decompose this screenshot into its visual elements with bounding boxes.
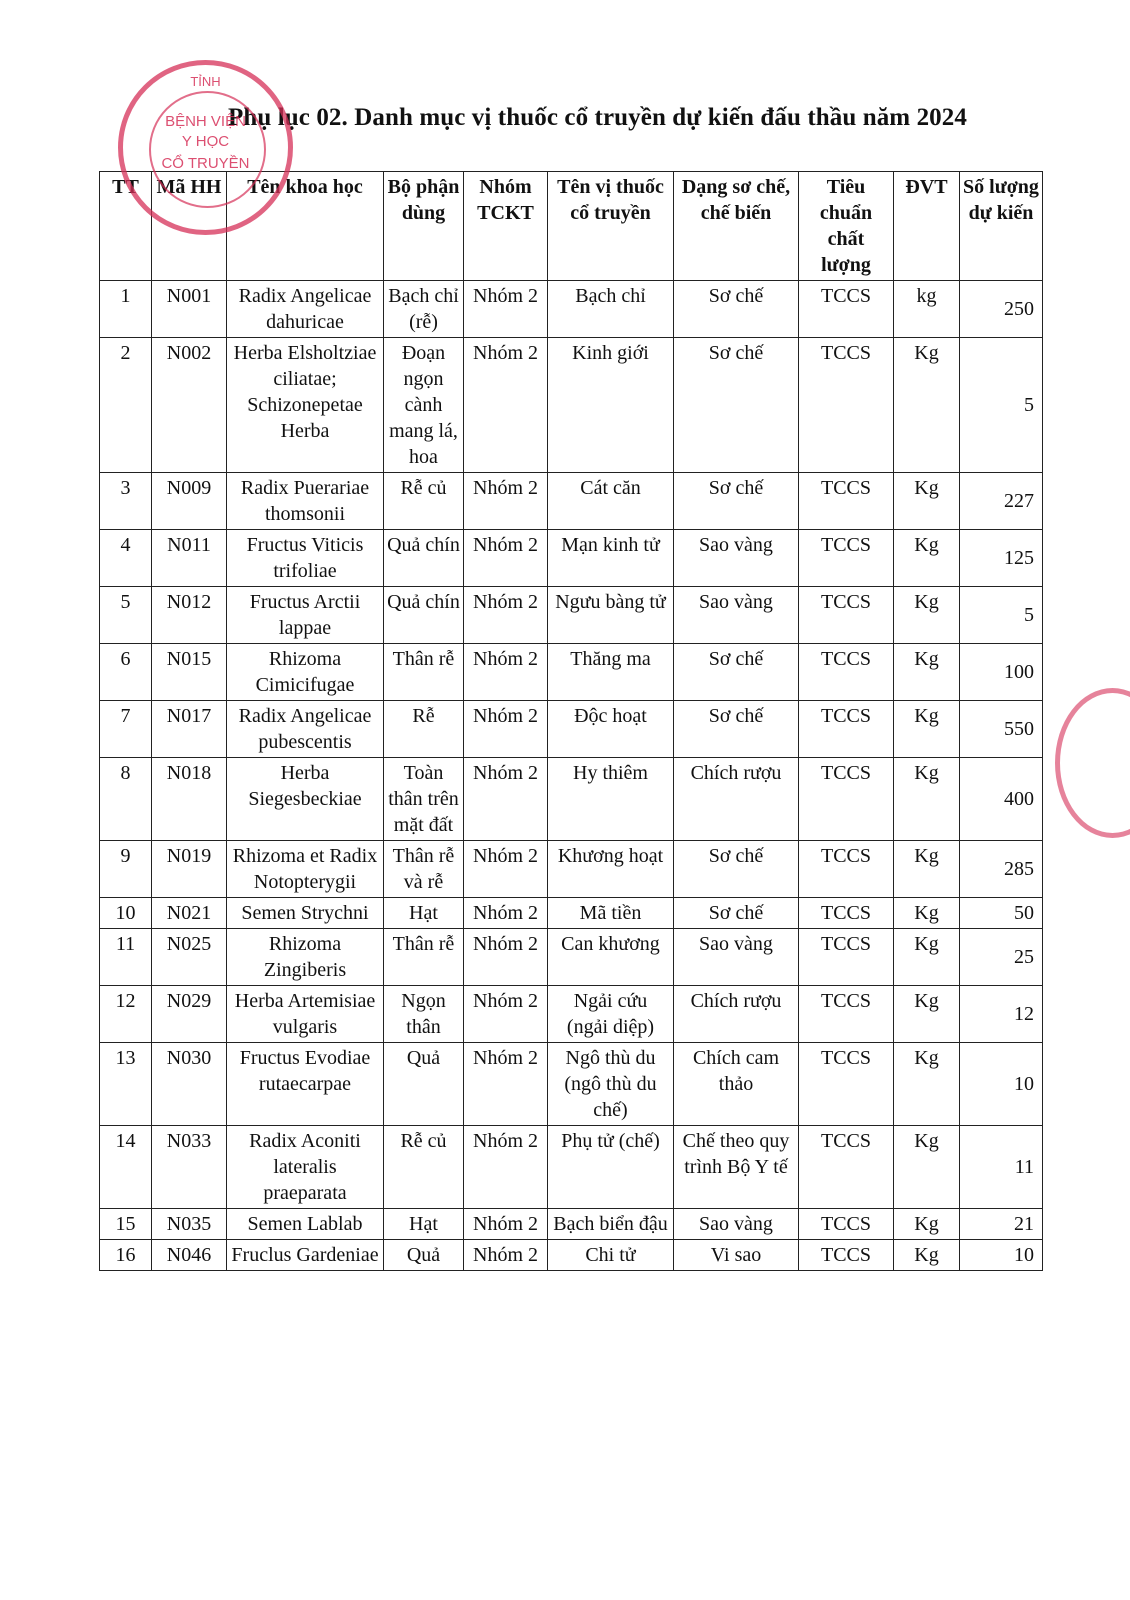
cell-dang-che-bien: Chích rượu — [674, 986, 799, 1043]
cell-dvt: kg — [894, 281, 960, 338]
cell-tieu-chuan: TCCS — [799, 1043, 894, 1126]
table-row — [100, 701, 1043, 758]
cell-ten-vi-thuoc: Ngô thù du (ngô thù du chế) — [548, 1043, 674, 1126]
table-row — [100, 898, 1043, 929]
cell-dang-che-bien: Sơ chế — [674, 473, 799, 530]
cell-dang-che-bien: Chích cam thảo — [674, 1043, 799, 1126]
cell-bo-phan-dung: Thân rễ và rễ — [384, 841, 464, 898]
cell-tieu-chuan: TCCS — [799, 281, 894, 338]
cell-so-luong: 25 — [960, 929, 1043, 986]
cell-nhom-tckt: Nhóm 2 — [464, 473, 548, 530]
cell-nhom-tckt: Nhóm 2 — [464, 929, 548, 986]
table-row — [100, 1240, 1043, 1271]
page-title: Phụ lục 02. Danh mục vị thuốc cổ truyền dự kiến đấu thầu năm 2024 — [228, 104, 967, 131]
cell-ten-khoa-hoc: Radix Puerariae thomsonii — [227, 473, 384, 530]
cell-nhom-tckt: Nhóm 2 — [464, 986, 548, 1043]
cell-dvt: Kg — [894, 473, 960, 530]
header-tt: TT — [100, 172, 152, 281]
cell-tieu-chuan: TCCS — [799, 644, 894, 701]
cell-tt: 8 — [100, 758, 152, 841]
cell-so-luong: 285 — [960, 841, 1043, 898]
cell-ten-vi-thuoc: Ngưu bàng tử — [548, 587, 674, 644]
cell-ten-vi-thuoc: Độc hoạt — [548, 701, 674, 758]
stamp-text-line4: CỔ TRUYỀN — [161, 155, 250, 172]
stamp-text-line2: BỆNH VIỆN — [165, 113, 246, 130]
cell-ten-vi-thuoc: Khương hoạt — [548, 841, 674, 898]
cell-dang-che-bien: Sao vàng — [674, 1209, 799, 1240]
cell-so-luong: 50 — [960, 898, 1043, 929]
cell-bo-phan-dung: Quả chín — [384, 587, 464, 644]
table-row — [100, 644, 1043, 701]
cell-ma-hh: N018 — [152, 758, 227, 841]
cell-nhom-tckt: Nhóm 2 — [464, 644, 548, 701]
cell-ten-vi-thuoc: Kinh giới — [548, 338, 674, 473]
cell-nhom-tckt: Nhóm 2 — [464, 1126, 548, 1209]
cell-ma-hh: N035 — [152, 1209, 227, 1240]
cell-nhom-tckt: Nhóm 2 — [464, 281, 548, 338]
cell-so-luong: 5 — [960, 338, 1043, 473]
cell-tt: 15 — [100, 1209, 152, 1240]
cell-so-luong: 400 — [960, 758, 1043, 841]
header-tieu-chuan: Tiêu chuẩn chất lượng — [799, 172, 894, 281]
cell-bo-phan-dung: Toàn thân trên mặt đất — [384, 758, 464, 841]
cell-ma-hh: N017 — [152, 701, 227, 758]
cell-nhom-tckt: Nhóm 2 — [464, 338, 548, 473]
cell-tieu-chuan: TCCS — [799, 338, 894, 473]
header-dvt: ĐVT — [894, 172, 960, 281]
cell-ten-vi-thuoc: Bạch chỉ — [548, 281, 674, 338]
cell-dvt: Kg — [894, 1126, 960, 1209]
header-row — [100, 172, 1043, 281]
cell-ten-vi-thuoc: Mã tiền — [548, 898, 674, 929]
cell-tt: 1 — [100, 281, 152, 338]
cell-ten-khoa-hoc: Radix Angelicae dahuricae — [227, 281, 384, 338]
cell-tt: 13 — [100, 1043, 152, 1126]
cell-tieu-chuan: TCCS — [799, 473, 894, 530]
cell-so-luong: 10 — [960, 1043, 1043, 1126]
stamp-text-top: TỈNH — [190, 74, 221, 89]
cell-tt: 16 — [100, 1240, 152, 1271]
cell-ten-vi-thuoc: Thăng ma — [548, 644, 674, 701]
cell-dvt: Kg — [894, 1240, 960, 1271]
cell-ma-hh: N019 — [152, 841, 227, 898]
cell-ten-khoa-hoc: Herba Siegesbeckiae — [227, 758, 384, 841]
stamp-text-line3: Y HỌC — [181, 133, 230, 150]
table-row — [100, 473, 1043, 530]
cell-ten-vi-thuoc: Chi tử — [548, 1240, 674, 1271]
cell-tieu-chuan: TCCS — [799, 758, 894, 841]
cell-bo-phan-dung: Thân rễ — [384, 929, 464, 986]
table-row — [100, 1126, 1043, 1209]
table-row — [100, 338, 1043, 473]
cell-dvt: Kg — [894, 758, 960, 841]
table-row — [100, 1043, 1043, 1126]
cell-ten-vi-thuoc: Cát căn — [548, 473, 674, 530]
cell-dvt: Kg — [894, 929, 960, 986]
cell-ten-khoa-hoc: Fruclus Gardeniae — [227, 1240, 384, 1271]
cell-ten-khoa-hoc: Rhizoma Zingiberis — [227, 929, 384, 986]
cell-bo-phan-dung: Quả — [384, 1240, 464, 1271]
cell-bo-phan-dung: Ngọn thân — [384, 986, 464, 1043]
cell-dvt: Kg — [894, 701, 960, 758]
cell-bo-phan-dung: Thân rễ — [384, 644, 464, 701]
cell-ten-vi-thuoc: Hy thiêm — [548, 758, 674, 841]
cell-tieu-chuan: TCCS — [799, 1209, 894, 1240]
header-nhom-tckt: Nhóm TCKT — [464, 172, 548, 281]
cell-nhom-tckt: Nhóm 2 — [464, 1043, 548, 1126]
cell-nhom-tckt: Nhóm 2 — [464, 701, 548, 758]
cell-bo-phan-dung: Quả chín — [384, 530, 464, 587]
cell-ma-hh: N025 — [152, 929, 227, 986]
cell-so-luong: 11 — [960, 1126, 1043, 1209]
cell-bo-phan-dung: Quả — [384, 1043, 464, 1126]
cell-bo-phan-dung: Đoạn ngọn cành mang lá, hoa — [384, 338, 464, 473]
cell-ma-hh: N011 — [152, 530, 227, 587]
cell-bo-phan-dung: Hạt — [384, 1209, 464, 1240]
cell-tt: 9 — [100, 841, 152, 898]
cell-tt: 6 — [100, 644, 152, 701]
cell-tt: 5 — [100, 587, 152, 644]
cell-dang-che-bien: Chế theo quy trình Bộ Y tế — [674, 1126, 799, 1209]
cell-dvt: Kg — [894, 644, 960, 701]
cell-nhom-tckt: Nhóm 2 — [464, 530, 548, 587]
table-row — [100, 986, 1043, 1043]
cell-dang-che-bien: Sơ chế — [674, 644, 799, 701]
table-body — [100, 281, 1043, 1271]
cell-bo-phan-dung: Hạt — [384, 898, 464, 929]
cell-bo-phan-dung: Rễ — [384, 701, 464, 758]
cell-ten-khoa-hoc: Radix Aconiti lateralis praeparata — [227, 1126, 384, 1209]
cell-tt: 7 — [100, 701, 152, 758]
table-row — [100, 281, 1043, 338]
cell-ten-vi-thuoc: Bạch biển đậu — [548, 1209, 674, 1240]
cell-dang-che-bien: Sao vàng — [674, 530, 799, 587]
cell-ten-khoa-hoc: Semen Lablab — [227, 1209, 384, 1240]
cell-tt: 10 — [100, 898, 152, 929]
cell-ma-hh: N002 — [152, 338, 227, 473]
cell-dang-che-bien: Sơ chế — [674, 338, 799, 473]
cell-ten-khoa-hoc: Fructus Arctii lappae — [227, 587, 384, 644]
cell-nhom-tckt: Nhóm 2 — [464, 1209, 548, 1240]
cell-tieu-chuan: TCCS — [799, 929, 894, 986]
cell-dvt: Kg — [894, 841, 960, 898]
cell-so-luong: 21 — [960, 1209, 1043, 1240]
cell-dang-che-bien: Sao vàng — [674, 929, 799, 986]
cell-so-luong: 250 — [960, 281, 1043, 338]
stamp-edge-partial — [1055, 688, 1130, 838]
table-row — [100, 758, 1043, 841]
cell-ten-vi-thuoc: Can khương — [548, 929, 674, 986]
cell-dvt: Kg — [894, 530, 960, 587]
cell-bo-phan-dung: Rễ củ — [384, 1126, 464, 1209]
cell-tieu-chuan: TCCS — [799, 898, 894, 929]
table-row — [100, 1209, 1043, 1240]
cell-tt: 4 — [100, 530, 152, 587]
cell-ma-hh: N001 — [152, 281, 227, 338]
cell-so-luong: 227 — [960, 473, 1043, 530]
cell-dang-che-bien: Sơ chế — [674, 898, 799, 929]
cell-tt: 3 — [100, 473, 152, 530]
cell-nhom-tckt: Nhóm 2 — [464, 587, 548, 644]
cell-nhom-tckt: Nhóm 2 — [464, 898, 548, 929]
cell-ma-hh: N029 — [152, 986, 227, 1043]
cell-so-luong: 10 — [960, 1240, 1043, 1271]
cell-ten-vi-thuoc: Ngải cứu (ngải diệp) — [548, 986, 674, 1043]
cell-ten-khoa-hoc: Semen Strychni — [227, 898, 384, 929]
cell-tieu-chuan: TCCS — [799, 701, 894, 758]
cell-dang-che-bien: Chích rượu — [674, 758, 799, 841]
cell-so-luong: 550 — [960, 701, 1043, 758]
table-header — [100, 172, 1043, 281]
cell-ten-khoa-hoc: Rhizoma et Radix Notopterygii — [227, 841, 384, 898]
cell-dvt: Kg — [894, 898, 960, 929]
cell-dvt: Kg — [894, 986, 960, 1043]
table-row — [100, 929, 1043, 986]
cell-dang-che-bien: Sơ chế — [674, 841, 799, 898]
cell-ten-khoa-hoc: Herba Artemisiae vulgaris — [227, 986, 384, 1043]
cell-dvt: Kg — [894, 1209, 960, 1240]
cell-tieu-chuan: TCCS — [799, 1240, 894, 1271]
cell-ten-khoa-hoc: Rhizoma Cimicifugae — [227, 644, 384, 701]
cell-dang-che-bien: Vi sao — [674, 1240, 799, 1271]
cell-nhom-tckt: Nhóm 2 — [464, 1240, 548, 1271]
cell-ma-hh: N046 — [152, 1240, 227, 1271]
cell-so-luong: 5 — [960, 587, 1043, 644]
header-dang-che-bien: Dạng sơ chế, chế biến — [674, 172, 799, 281]
drug-list-table — [99, 171, 1043, 1271]
header-so-luong: Số lượng dự kiến — [960, 172, 1043, 281]
cell-dang-che-bien: Sơ chế — [674, 701, 799, 758]
cell-bo-phan-dung: Bạch chỉ (rễ) — [384, 281, 464, 338]
cell-bo-phan-dung: Rễ củ — [384, 473, 464, 530]
cell-so-luong: 100 — [960, 644, 1043, 701]
cell-so-luong: 12 — [960, 986, 1043, 1043]
cell-ma-hh: N033 — [152, 1126, 227, 1209]
cell-ten-khoa-hoc: Fructus Evodiae rutaecarpae — [227, 1043, 384, 1126]
cell-tieu-chuan: TCCS — [799, 587, 894, 644]
cell-tt: 2 — [100, 338, 152, 473]
cell-dvt: Kg — [894, 1043, 960, 1126]
cell-ten-khoa-hoc: Herba Elsholtziae ciliatae; Schizonepetae Herba — [227, 338, 384, 473]
table-row — [100, 530, 1043, 587]
cell-tieu-chuan: TCCS — [799, 986, 894, 1043]
cell-ten-vi-thuoc: Mạn kinh tử — [548, 530, 674, 587]
header-ten-khoa-hoc: Tên khoa học — [227, 172, 384, 281]
header-bo-phan-dung: Bộ phận dùng — [384, 172, 464, 281]
cell-ma-hh: N009 — [152, 473, 227, 530]
cell-dvt: Kg — [894, 587, 960, 644]
cell-tt: 12 — [100, 986, 152, 1043]
cell-ma-hh: N012 — [152, 587, 227, 644]
header-ma-hh: Mã HH — [152, 172, 227, 281]
cell-tt: 11 — [100, 929, 152, 986]
cell-ma-hh: N015 — [152, 644, 227, 701]
cell-nhom-tckt: Nhóm 2 — [464, 758, 548, 841]
cell-ma-hh: N021 — [152, 898, 227, 929]
table-row — [100, 841, 1043, 898]
header-ten-vi-thuoc: Tên vị thuốc cổ truyền — [548, 172, 674, 281]
cell-tieu-chuan: TCCS — [799, 1126, 894, 1209]
cell-dvt: Kg — [894, 338, 960, 473]
cell-tt: 14 — [100, 1126, 152, 1209]
cell-so-luong: 125 — [960, 530, 1043, 587]
cell-tieu-chuan: TCCS — [799, 530, 894, 587]
cell-ten-khoa-hoc: Radix Angelicae pubescentis — [227, 701, 384, 758]
cell-nhom-tckt: Nhóm 2 — [464, 841, 548, 898]
cell-dang-che-bien: Sao vàng — [674, 587, 799, 644]
cell-dang-che-bien: Sơ chế — [674, 281, 799, 338]
cell-ten-khoa-hoc: Fructus Viticis trifoliae — [227, 530, 384, 587]
cell-tieu-chuan: TCCS — [799, 841, 894, 898]
cell-ten-vi-thuoc: Phụ tử (chế) — [548, 1126, 674, 1209]
table-row — [100, 587, 1043, 644]
cell-ma-hh: N030 — [152, 1043, 227, 1126]
